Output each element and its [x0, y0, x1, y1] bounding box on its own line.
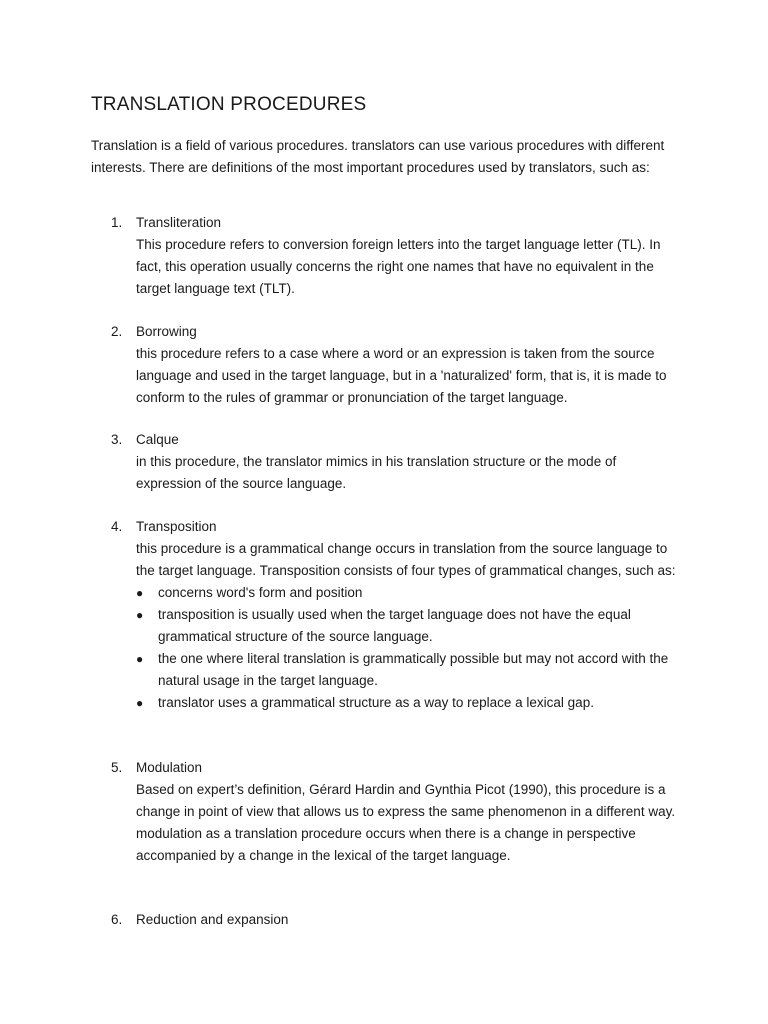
item-number: 6. — [111, 912, 123, 927]
item-title: Calque — [136, 432, 179, 447]
item-paragraph: this procedure is a grammatical change occurs in translation from the source language to the target language. Transposition consists of four types of grammatical changes, such as: — [136, 541, 676, 578]
bullet-icon: ● — [136, 652, 144, 666]
bullet-icon: ● — [136, 696, 144, 710]
item-number: 5. — [111, 760, 123, 775]
item-number: 2. — [111, 324, 123, 339]
item-title: Modulation — [136, 760, 203, 775]
transposition-bullets — [136, 582, 676, 714]
item-paragraph: this procedure refers to a case where a word or an expression is taken from the source language and used in the target language, but in a 'naturalized' form, that is, it is made to conform to the rules of grammar or pronunciation of the target language. — [136, 346, 667, 405]
bullet-icon: ● — [136, 586, 144, 600]
item-paragraph: modulation as a translation procedure occurs when there is a change in perspective accompanied by a change in the lexical of the target language. — [136, 826, 636, 863]
item-paragraph: This procedure refers to conversion foreign letters into the target language letter (TL). In fact, this operation usually concerns the right one names that have no equivalent in the target language text (TLT). — [136, 237, 661, 296]
item-title: Transliteration — [136, 215, 222, 230]
bullet-icon: ● — [136, 608, 144, 622]
item-number: 3. — [111, 432, 123, 447]
item-number: 1. — [111, 215, 123, 230]
item-title: Reduction and expansion — [136, 912, 289, 927]
bullet-text: transposition is usually used when the target language does not have the equal grammatical structure of the source language. — [158, 607, 631, 644]
list-item — [136, 692, 676, 714]
item-title: Borrowing — [136, 324, 197, 339]
intro-paragraph: Translation is a field of various procedures. translators can use various procedures with different interests. There are definitions of the most important procedures used by translators, such as: — [91, 138, 665, 175]
item-paragraph: in this procedure, the translator mimics in his translation structure or the mode of expression of the source language. — [136, 454, 617, 491]
list-item — [136, 648, 676, 692]
item-number: 4. — [111, 519, 123, 534]
list-item — [136, 604, 676, 648]
item-title: Transposition — [136, 519, 217, 534]
bullet-text: translator uses a grammatical structure as a way to replace a lexical gap. — [158, 695, 594, 710]
bullet-text: the one where literal translation is grammatically possible but may not accord with the natural usage in the target language. — [158, 651, 669, 688]
bullet-text: concerns word's form and position — [158, 585, 363, 600]
page-title: TRANSLATION PROCEDURES — [91, 94, 367, 115]
item-paragraph: Based on expert’s definition, Gérard Hardin and Gynthia Picot (1990), this procedure is a change in point of view that allows us to express the same phenomenon in a different way. — [136, 782, 676, 819]
list-item — [136, 582, 676, 604]
